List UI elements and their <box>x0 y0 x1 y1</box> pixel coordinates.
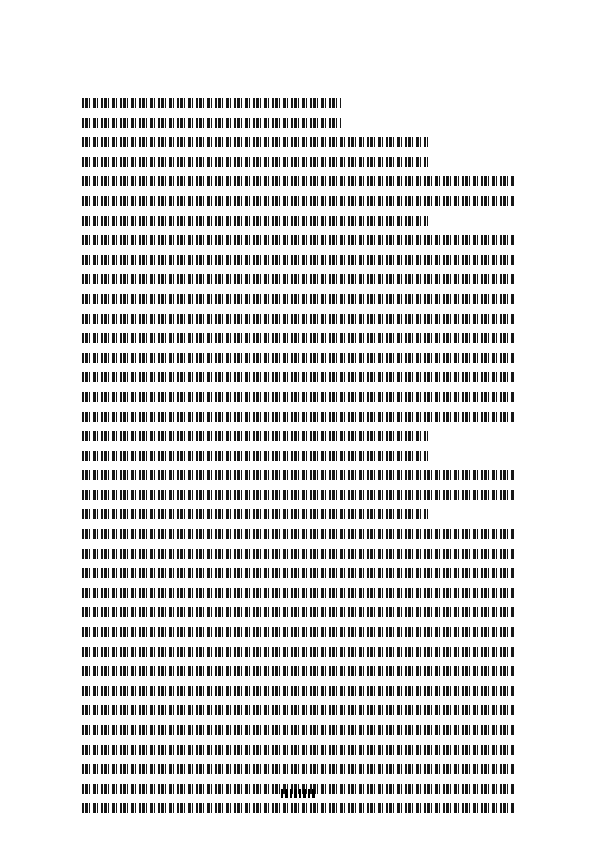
text-line <box>82 764 514 774</box>
text-line <box>82 725 514 735</box>
text-line <box>82 529 514 539</box>
text-line <box>82 157 428 167</box>
text-line <box>82 216 428 226</box>
text-line <box>82 196 514 206</box>
text-line <box>82 568 514 578</box>
text-line <box>82 333 514 343</box>
text-line <box>82 803 514 813</box>
body-text <box>82 98 514 823</box>
text-line <box>82 490 514 500</box>
text-line <box>82 686 514 696</box>
text-line <box>82 549 514 559</box>
text-line <box>82 509 428 519</box>
text-line <box>82 314 514 324</box>
text-line <box>82 372 514 382</box>
text-line <box>82 470 514 480</box>
text-line <box>82 647 514 657</box>
page-number <box>0 788 595 801</box>
text-line <box>82 353 514 363</box>
text-line <box>82 98 341 108</box>
text-line <box>82 255 514 265</box>
text-line <box>82 666 514 676</box>
text-line <box>82 627 514 637</box>
text-line <box>82 392 514 402</box>
text-line <box>82 137 428 147</box>
text-line <box>82 294 514 304</box>
text-line <box>82 451 428 461</box>
text-line <box>82 705 514 715</box>
text-line <box>82 235 514 245</box>
text-line <box>82 431 428 441</box>
text-line <box>82 745 514 755</box>
text-line <box>82 118 341 128</box>
text-line <box>82 607 514 617</box>
text-line <box>82 588 514 598</box>
page-number-glyphs <box>281 789 315 798</box>
text-line <box>82 274 514 284</box>
text-line <box>82 412 514 422</box>
text-line <box>82 176 514 186</box>
